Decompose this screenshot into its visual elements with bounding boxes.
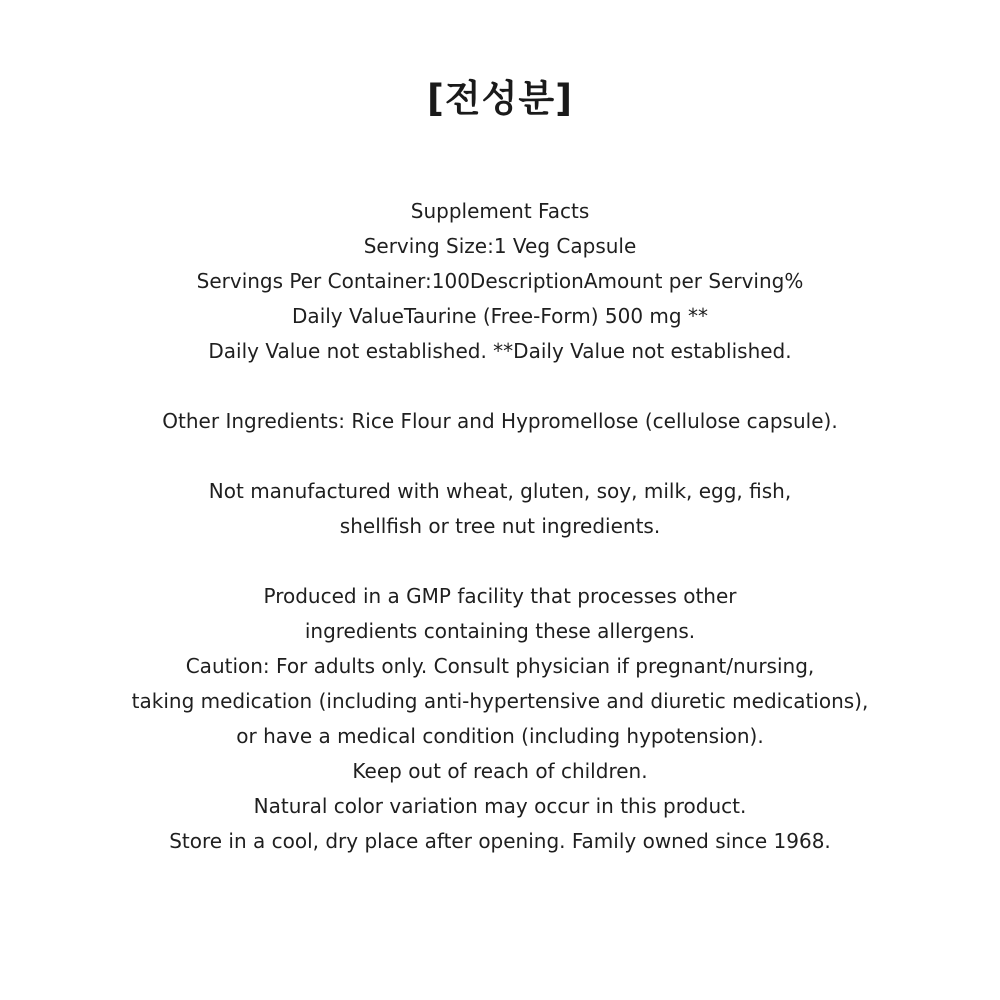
supplement-facts-section [0,194,1000,369]
page-title: [전성분] [426,77,574,120]
paragraph-spacer [0,439,1000,474]
allergen-line: shellfish or tree nut ingredients. [339,514,661,538]
ingredients-text-block [0,194,1000,859]
other-ingredients-section [0,404,1000,439]
taurine-amount-line: Daily ValueTaurine (Free-Form) 500 mg ** [292,304,708,328]
warning-line: Store in a cool, dry place after opening. Family owned since 1968. [169,829,831,853]
serving-size-line: Serving Size:1 Veg Capsule [363,234,637,258]
warnings-section [0,579,1000,859]
warning-line: taking medication (including anti-hypertensive and diuretic medications), [131,689,869,713]
allergen-statement-section [0,474,1000,544]
paragraph-spacer [0,369,1000,404]
daily-value-note-line: Daily Value not established. **Daily Value not established. [208,339,792,363]
paragraph-spacer [0,544,1000,579]
warning-line: Caution: For adults only. Consult physician if pregnant/nursing, [185,654,815,678]
other-ingredients-line: Other Ingredients: Rice Flour and Hypromellose (cellulose capsule). [162,409,838,433]
warning-line: or have a medical condition (including hypotension). [236,724,764,748]
warning-line: Natural color variation may occur in this product. [253,794,747,818]
servings-per-container-line: Servings Per Container:100DescriptionAmount per Serving% [196,269,804,293]
allergen-line: Not manufactured with wheat, gluten, soy, milk, egg, fish, [208,479,792,503]
warning-line: Keep out of reach of children. [352,759,648,783]
warning-line: Produced in a GMP facility that processes other [263,584,737,608]
supplement-facts-heading: Supplement Facts [410,199,590,223]
warning-line: ingredients containing these allergens. [304,619,696,643]
